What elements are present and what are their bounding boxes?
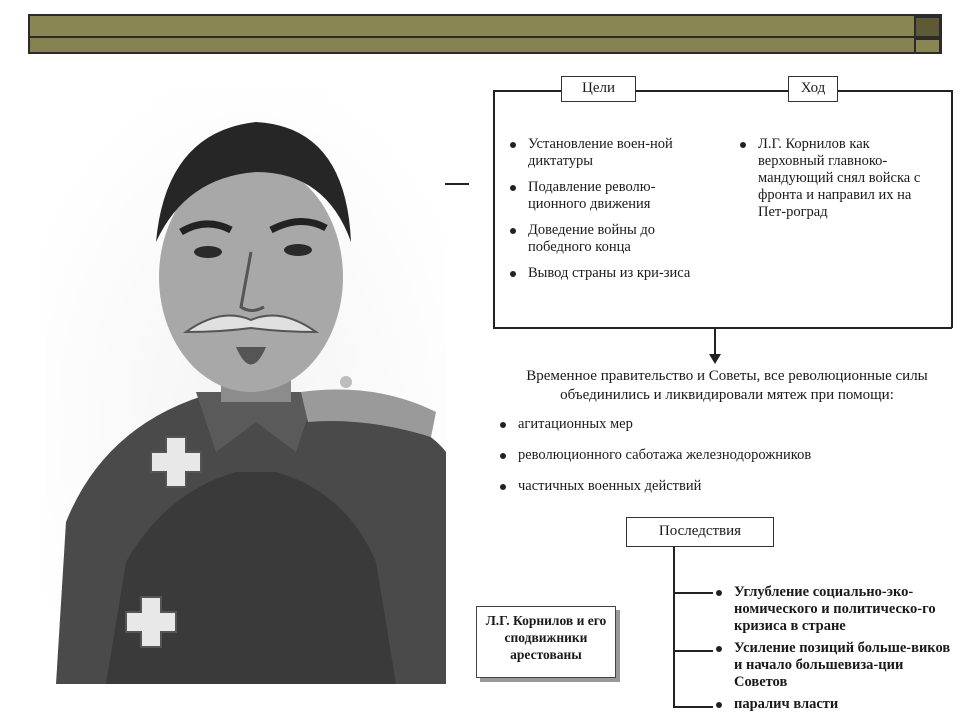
consequence-item: Усиление позиций больше-виков и начало большевиза-ции Советов (712, 640, 952, 691)
arrow-shaft (714, 328, 716, 356)
goals-header (561, 76, 636, 102)
consequences-header (626, 517, 774, 547)
goal-item: Подавление револю-ционного движения (506, 179, 706, 213)
title-bar-stripe (30, 16, 916, 38)
consequences-list (712, 584, 952, 722)
suppression-item: агитационных мер (496, 416, 946, 433)
course-item: Л.Г. Корнилов как верховный главноко-мандующий снял войска с фронта и направил их на Пет-роград (736, 136, 936, 221)
kornilov-portrait (46, 92, 446, 684)
course-header (788, 76, 838, 102)
frame-top-left (493, 90, 561, 92)
arrow-down-icon (709, 354, 721, 364)
course-list (736, 136, 936, 230)
branch-2 (673, 650, 713, 652)
title-bar (28, 14, 942, 54)
frame-left (493, 90, 495, 328)
suppression-intro: Временное правительство и Советы, все революционные силы объединились и ликвидировали мятеж при помощи: (526, 368, 928, 403)
goals-title: Цели (581, 80, 615, 96)
frame-top-mid (636, 90, 788, 92)
consequences-title: Последствия (658, 523, 742, 539)
frame-bottom (493, 327, 952, 329)
frame-right (951, 90, 953, 328)
consequence-item: Углубление социально-эко-номического и политическо-го кризиса в стране (712, 584, 952, 635)
connector-dash (445, 183, 469, 185)
consequences-trunk (673, 547, 675, 707)
arrest-text: Л.Г. Корнилов и его сподвижники арестованы (485, 613, 607, 662)
corner-square-dark (914, 16, 941, 38)
arrest-box (476, 606, 616, 678)
course-title: Ход (800, 80, 826, 96)
goal-item: Доведение войны до победного конца (506, 222, 706, 256)
corner-square-light (914, 38, 941, 54)
branch-1 (673, 592, 713, 594)
goal-item: Установление воен-ной диктатуры (506, 136, 706, 170)
frame-top-right (838, 90, 952, 92)
suppression-list (496, 416, 946, 504)
branch-3 (673, 706, 713, 708)
goal-item: Вывод страны из кри-зиса (506, 265, 706, 282)
suppression-item: революционного саботажа железнодорожников (496, 447, 946, 464)
consequence-item: паралич власти (712, 696, 952, 713)
suppression-item: частичных военных действий (496, 478, 946, 495)
goals-list (506, 136, 706, 291)
